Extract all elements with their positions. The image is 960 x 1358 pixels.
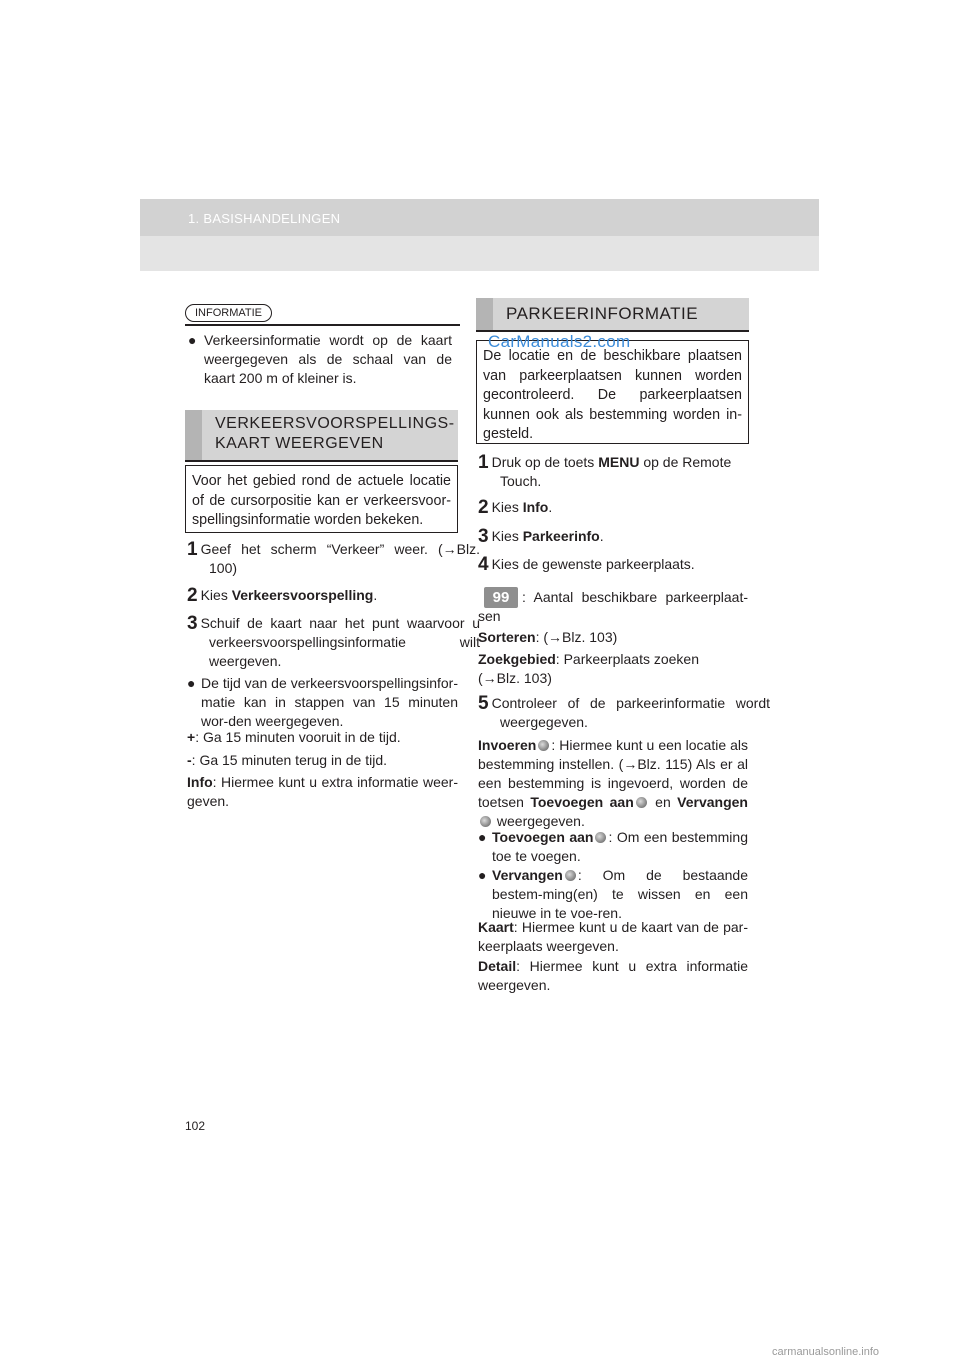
step-number: 5 [478,693,489,714]
right-section-header [476,298,749,330]
info-key: Info [522,499,549,515]
step-pre: Kies [491,528,523,544]
button-dot-icon [636,797,647,808]
step-number: 2 [478,497,489,518]
section-header-bar [476,298,493,330]
step-text: Kies de gewenste parkeerplaats. [491,556,695,572]
and-text: en [648,794,678,810]
replace-bullet-text [478,866,748,923]
add-text: : Om een bestemming toe te voegen. [492,829,748,864]
right-step-2: 2 Kies Info. [478,497,553,518]
step-post: op de Remote Touch. [500,454,732,489]
enter-line [478,736,748,831]
sort-text: : (→Blz. 103) [535,629,618,645]
search-line [478,650,738,688]
add-bullet [478,828,748,866]
detail-key: Detail [478,958,517,974]
step-number: 3 [187,613,198,634]
footer-watermark: carmanualsonline.info [772,1346,880,1358]
section-header-bar [185,410,202,460]
right-section-title: PARKEERINFORMATIE [506,304,699,323]
step-post: . [373,587,378,603]
plus-line [187,728,458,747]
map-key: Kaart [478,919,514,935]
button-dot-icon [595,832,606,843]
step-text: Controleer of de parkeerinformatie wordt weergegeven. [491,695,770,730]
step-number: 3 [478,526,489,547]
chapter-header-top [140,199,819,236]
left-section-intro-box: Voor het gebied rond de actuele locatie of de cursorpositie kan er verkeersvoor-spellingsinformatie worden bekeken. [185,465,458,533]
step-number: 2 [187,585,198,606]
info-bullet [190,331,452,388]
right-step-3: 3 Kies Parkeerinfo. [478,526,604,547]
add-key: Toevoegen aan [492,829,594,845]
left-section-header [185,410,458,460]
available-spaces-badge: 99 [484,587,518,608]
badge-description: : Aantal beschikbare parkeerplaat-sen [478,589,748,624]
replace-bullet [478,866,748,923]
plus-key: + [187,729,196,745]
watermark: CarManuals2.com [488,332,631,351]
step-pre: Druk op de toets [491,454,599,470]
button-dot-icon [538,740,549,751]
shown-text: weergegeven. [493,813,585,829]
parkeerinfo-key: Parkeerinfo [522,528,600,544]
detail-text: : Hiermee kunt u extra informatie weergeven. [478,958,748,993]
right-step-5 [478,694,770,732]
left-bullet-text: De tijd van de verkeersvoorspellingsinfor-matie kan in stappen van 15 minuten wor-den weergegeven. [201,675,458,729]
replace-key: Vervangen [677,794,748,810]
menu-key: MENU [598,454,640,470]
step-pre: Kies [491,499,523,515]
step-text: Geef het scherm “Verkeer” weer. (→Blz. 100) [200,541,480,576]
left-step-3 [187,614,480,671]
step-pre: Kies [200,587,232,603]
minus-line [187,751,458,770]
minus-text: : Ga 15 minuten terug in de tijd. [191,752,388,768]
map-line [478,918,748,956]
bullet-icon: ● [478,867,487,883]
enter-key: Invoeren [478,737,537,753]
step-number: 4 [478,554,489,575]
page-number: 102 [185,1119,206,1133]
step-number: 1 [478,452,489,473]
bullet-icon: ● [478,829,487,845]
right-section-intro-box: De locatie en de beschikbare plaatsen van parkeerplaatsen kunnen worden gecontroleerd. De parkeerplaatsen kunnen ook als bestemming worden in-gesteld. [476,340,749,444]
info-key: Info [187,774,213,790]
step-text: Schuif de kaart naar het punt waarvoor u verkeersvoorspellingsinformatie wilt weergeven. [200,615,480,669]
info-key-text: : Hiermee kunt u extra informatie weer-geven. [187,774,458,809]
replace-text: : Om de bestaande bestem-ming(en) te wissen en een nieuwe in te voe-ren. [492,867,748,921]
search-text: : Parkeerplaats zoeken (→Blz. 103) [478,651,699,686]
replace-key: Vervangen [492,867,563,883]
button-dot-icon [480,816,491,827]
enter-text: : Hiermee kunt u een locatie als bestemming instellen. (→Blz. 115) Als er al een bestemming is ingevoerd, worden de toetsen [478,737,748,810]
step-number: 1 [187,539,198,560]
left-bullet [187,674,458,731]
left-step-2 [187,586,458,605]
left-step-1 [187,540,480,578]
left-section-underline [185,460,458,462]
right-step-4 [478,555,748,574]
chapter-title: 1. BASISHANDELINGEN [188,211,341,226]
minus-key: - [187,752,192,768]
sort-key: Sorteren [478,629,536,645]
info-tag: INFORMATIE [185,304,272,322]
info-key-line [187,773,458,811]
bullet-icon: ● [188,332,197,348]
add-key: Toevoegen aan [530,794,634,810]
map-text: : Hiermee kunt u de kaart van de par-keerplaats weergeven. [478,919,748,954]
add-bullet-text [478,828,748,866]
info-divider [185,324,460,326]
search-key: Zoekgebied [478,651,556,667]
step-key: Verkeersvoorspelling [231,587,374,603]
chapter-header [140,199,819,271]
sort-line [478,628,748,647]
detail-line [478,957,748,995]
button-dot-icon [565,870,576,881]
left-section-title-line1: VERKEERSVOORSPELLINGS- [215,415,455,432]
right-step-1 [478,453,770,491]
left-section-title-line2: KAART WEERGEVEN [215,435,384,452]
info-bullet-text: Verkeersinformatie wordt op de kaart weergegeven als de schaal van de kaart 200 m of kleiner is. [204,332,452,386]
plus-text: : Ga 15 minuten vooruit in de tijd. [195,729,401,745]
bullet-icon: ● [187,675,196,691]
